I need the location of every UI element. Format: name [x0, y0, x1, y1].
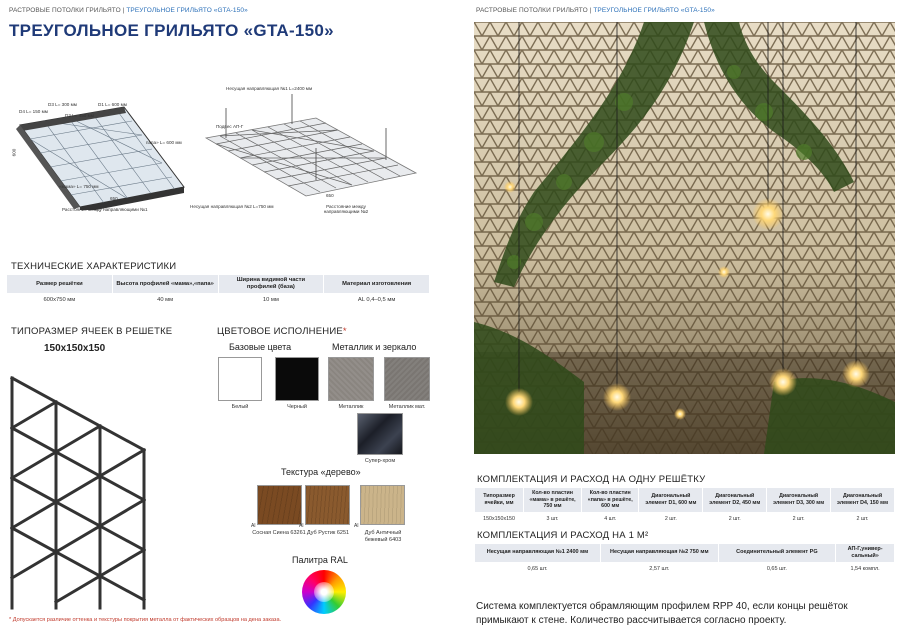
swatch-label: Металлик	[338, 404, 364, 410]
kit-header: Кол-во пластин «папа» в решёте, 600 мм	[581, 488, 638, 513]
label-width-600: 600	[11, 148, 17, 157]
ceiling-photo-drawing	[474, 22, 895, 454]
kit-table	[474, 487, 895, 526]
label-distance-1: Расстояние между направляющими №1	[62, 207, 148, 212]
triangle-cell-drawing	[6, 358, 156, 613]
kit-header: Кол-во пластин «мама» в решёте, 750 мм	[524, 488, 582, 513]
tech-cell: AL 0,4–0,5 мм	[324, 294, 430, 307]
tech-header: Высота профилей «мама»,«папа»	[112, 275, 218, 294]
label-d1: D1 L= 600 мм	[98, 102, 127, 107]
color-options-title: ЦВЕТОВОЕ ИСПОЛНЕНИЕ*	[217, 326, 347, 337]
table-row	[7, 294, 430, 307]
label-d3: D3 L= 300 мм	[48, 102, 77, 107]
kit-cell: 2 шт.	[767, 512, 831, 525]
kit-header: Диагональный элемент D1, 600 мм	[639, 488, 703, 513]
swatch-label: Металлик мат.	[388, 404, 426, 410]
breadcrumb-right: РАСТРОВЫЕ ПОТОЛКИ ГРИЛЬЯТО | ТРЕУГОЛЬНОЕ ГРИЛЬЯТО «GTA-150»	[476, 7, 715, 14]
tech-cell: 600х750 мм	[7, 294, 113, 307]
base-colors-title: Базовые цвета	[229, 342, 292, 352]
swatch-label: Черный	[287, 404, 307, 410]
swatch-wood-siena[interactable]	[257, 485, 302, 525]
kit-cell: 2 шт.	[639, 512, 703, 525]
kit-cell: 2 шт.	[703, 512, 767, 525]
m2-cell: 0,65 шт.	[718, 562, 836, 575]
tech-header: Ширина видимой части профилей (база)	[218, 275, 324, 294]
swatch-label: Белый	[231, 404, 249, 410]
tech-cell: 40 мм	[112, 294, 218, 307]
kit-cell: 3 шт.	[524, 512, 582, 525]
wood-label: Сосная Сиена 63261	[252, 530, 306, 536]
m2-cell: 2,57 шт.	[601, 562, 719, 575]
per-m2-title: КОМПЛЕКТАЦИЯ И РАСХОД НА 1 М²	[477, 530, 649, 541]
m2-cell: 1,54 компл.	[836, 562, 895, 575]
label-distance-2: Расстояние между направляющими №2	[323, 204, 369, 214]
metallic-title: Металлик и зеркало	[332, 342, 417, 352]
swatch-black[interactable]	[275, 357, 319, 401]
swatch-wood-antique[interactable]	[360, 485, 405, 525]
ceiling-photo	[474, 22, 895, 454]
wood-al-badge: Al	[354, 523, 359, 529]
swatch-wood-rustic[interactable]	[305, 485, 350, 525]
m2-cell: 0,65 шт.	[475, 562, 601, 575]
m2-header: Несущая направляющая №1 2400 мм	[475, 544, 601, 563]
swatch-metallic-matte[interactable]	[384, 357, 430, 401]
m2-header: Соединительный элемент PG	[718, 544, 836, 563]
label-d2: D2 L= 450 мм	[65, 113, 94, 118]
cell-size-value: 150х150х150	[44, 343, 106, 354]
kit-header: Диагональный элемент D2, 450 мм	[703, 488, 767, 513]
tech-header: Размер решётки	[7, 275, 113, 294]
ral-palette-title: Палитра RAL	[292, 555, 348, 565]
kit-title: КОМПЛЕКТАЦИЯ И РАСХОД НА ОДНУ РЕШЁТКУ	[477, 474, 706, 485]
kit-cell: 150х150х150	[475, 512, 524, 525]
tech-header: Материал изготовления	[324, 275, 430, 294]
framing-profile-note: Система комплектуется обрамляющим профилем RPP 40, если концы решёток примыкают к стене. Количество рассчитывается согласно проекту.	[476, 601, 848, 626]
label-width-650-b: 650	[326, 193, 334, 198]
wood-label: Дуб Античный бежевый 6403	[364, 530, 402, 543]
label-rail-2: Несущая направляющая №2 L=750 мм	[190, 204, 274, 209]
wood-texture-title: Текстура «дерево»	[281, 467, 361, 477]
m2-header: Несущая направляющая №2 750 мм	[601, 544, 719, 563]
label-papa: папа» L= 600 мм	[146, 140, 182, 145]
wood-al-badge: Al	[251, 523, 256, 529]
table-row	[475, 562, 895, 575]
kit-cell: 4 шт.	[581, 512, 638, 525]
table-row	[475, 512, 895, 525]
kit-header: Типоразмер ячейки, мм	[475, 488, 524, 513]
tech-cell: 10 мм	[218, 294, 324, 307]
tech-specs-table	[6, 274, 430, 307]
ceiling-suspension-diagram	[196, 88, 426, 218]
m2-header: АП-Г,универ-сальный»	[836, 544, 895, 563]
kit-header: Диагональный элемент D3, 300 мм	[767, 488, 831, 513]
wood-al-badge: Al	[299, 523, 304, 529]
ral-color-wheel-icon[interactable]	[302, 570, 346, 614]
cell-size-title: ТИПОРАЗМЕР ЯЧЕЕК В РЕШЕТКЕ	[11, 326, 173, 337]
per-m2-table	[474, 543, 895, 576]
swatch-label: Супер-хром	[364, 458, 396, 464]
label-d4: D4 L= 150 мм	[19, 109, 48, 114]
page-title: ТРЕУГОЛЬНОЕ ГРИЛЬЯТО «GTA-150»	[9, 21, 334, 40]
label-rail-1: Несущая направляющая №1 L=2400 мм	[226, 86, 313, 91]
kit-cell: 2 шт.	[831, 512, 895, 525]
swatch-white[interactable]	[218, 357, 262, 401]
tech-specs-title: ТЕХНИЧЕСКИЕ ХАРАКТЕРИСТИКИ	[11, 261, 177, 272]
disclaimer-note: * Допускается различие оттенка и текстуры покрытия металла от фактических образцов на дена заказа.	[9, 617, 282, 623]
label-hanger: Подвес АП-Г	[216, 124, 244, 129]
wood-label: Дуб Рустик 6251	[306, 530, 350, 536]
swatch-super-chrome[interactable]	[357, 413, 403, 455]
label-width-650: 650	[110, 196, 118, 201]
swatch-metallic[interactable]	[328, 357, 374, 401]
kit-header: Диагональный элемент D4, 150 мм	[831, 488, 895, 513]
breadcrumb-left: РАСТРОВЫЕ ПОТОЛКИ ГРИЛЬЯТО | ТРЕУГОЛЬНОЕ ГРИЛЬЯТО «GTA-150»	[9, 7, 248, 14]
label-mama: «мама» L= 750 мм	[59, 184, 99, 189]
